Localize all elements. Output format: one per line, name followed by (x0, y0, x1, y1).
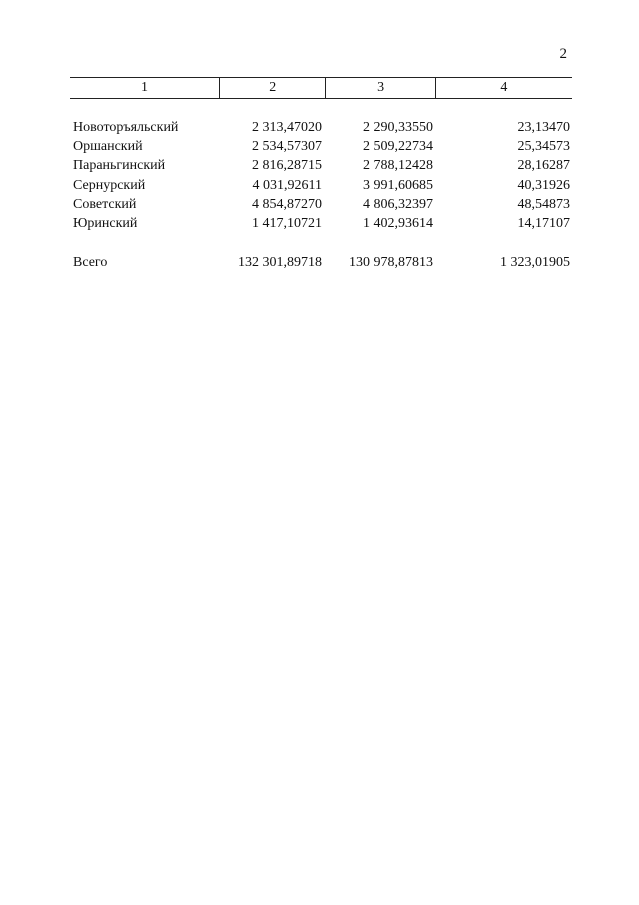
row-col-3: 2 788,12428 (363, 158, 433, 174)
header-col-2: 2 (219, 78, 325, 98)
total-col-2: 132 301,89718 (238, 255, 322, 270)
row-col-2: 4 031,92611 (252, 177, 322, 193)
table-row (73, 195, 570, 214)
row-col-3: 4 806,32397 (363, 196, 433, 212)
table-row (73, 176, 570, 195)
table-row (73, 137, 570, 156)
row-col-2: 2 534,57307 (252, 139, 322, 155)
page-number: 2 (559, 46, 567, 62)
table-body (73, 118, 570, 233)
row-name: Параньгинский (73, 158, 166, 174)
table-row (73, 156, 570, 175)
total-col-3: 130 978,87813 (349, 255, 433, 270)
row-col-4: 48,54873 (517, 196, 570, 212)
row-name: Сернурский (73, 177, 146, 193)
row-col-3: 3 991,60685 (363, 177, 433, 193)
total-label: Всего (73, 255, 108, 270)
row-col-3: 1 402,93614 (363, 215, 433, 231)
total-row (73, 253, 570, 272)
row-col-2: 1 417,10721 (252, 215, 322, 231)
header-col-1: 1 (141, 80, 149, 95)
row-col-4: 40,31926 (517, 177, 570, 193)
row-name: Новоторъяльский (73, 120, 179, 135)
header-col-4: 4 (435, 78, 572, 98)
row-col-3: 2 509,22734 (363, 139, 433, 155)
table-header (70, 77, 572, 99)
table-row (73, 214, 570, 233)
row-col-4: 23,13470 (517, 120, 570, 135)
row-col-2: 2 816,28715 (252, 158, 322, 174)
total-col-4: 1 323,01905 (500, 255, 570, 270)
row-name: Советский (73, 196, 137, 212)
row-col-2: 2 313,47020 (252, 120, 322, 135)
row-name: Оршанский (73, 139, 143, 155)
row-col-3: 2 290,33550 (363, 120, 433, 135)
total-section (73, 253, 570, 272)
table-row (73, 118, 570, 137)
row-col-2: 4 854,87270 (252, 196, 322, 212)
row-col-4: 28,16287 (517, 158, 570, 174)
header-col-3: 3 (325, 78, 434, 98)
row-name: Юринский (73, 215, 138, 231)
row-col-4: 14,17107 (517, 215, 570, 231)
row-col-4: 25,34573 (517, 139, 570, 155)
